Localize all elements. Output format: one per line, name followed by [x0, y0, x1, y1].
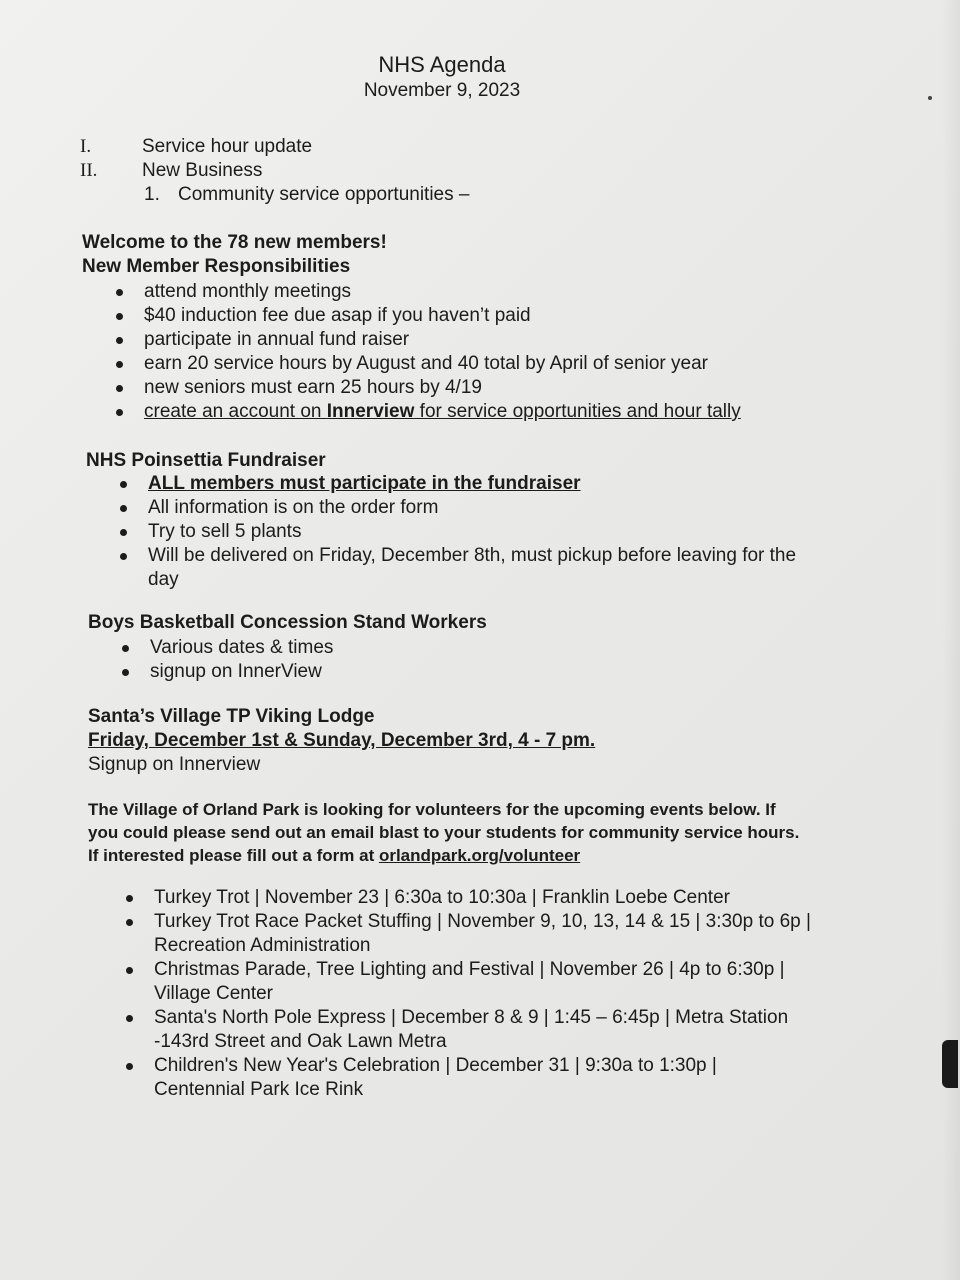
list-item: new seniors must earn 25 hours by 4/19 [112, 376, 741, 400]
bullet-icon [120, 553, 127, 560]
bullet-icon [126, 1063, 133, 1070]
new-member-heading: New Member Responsibilities [82, 256, 351, 277]
list-item: $40 induction fee due asap if you haven’t paid [112, 304, 741, 328]
paper-speck [928, 96, 932, 100]
santa-signup: Signup on Innerview [88, 754, 261, 775]
list-item: signup on InnerView [118, 660, 333, 684]
events-list [122, 886, 812, 1102]
santa-heading: Santa’s Village TP Viking Lodge [88, 706, 375, 727]
page-edge-shadow [942, 0, 960, 1280]
list-item: attend monthly meetings [112, 280, 741, 304]
list-item: earn 20 service hours by August and 40 total by April of senior year [112, 352, 741, 376]
outline-item-1: Service hour update [142, 136, 313, 157]
welcome-line: Welcome to the 78 new members! [82, 232, 387, 253]
bullet-icon [120, 505, 127, 512]
bullet-icon [126, 895, 133, 902]
basketball-list [118, 636, 333, 684]
bullet-icon [116, 385, 123, 392]
bullet-icon [116, 289, 123, 296]
list-item: Will be delivered on Friday, December 8th, must pickup before leaving for the day [116, 544, 816, 592]
list-item: ALL members must participate in the fundraiser [116, 472, 816, 496]
outline-item-2: New Business [142, 160, 263, 181]
responsibilities-list [112, 280, 741, 424]
bullet-icon [126, 919, 133, 926]
bullet-icon [116, 337, 123, 344]
outline-numeral-1: I. [80, 136, 92, 157]
santa-dates: Friday, December 1st & Sunday, December 3rd, 4 - 7 pm. [88, 730, 596, 751]
basketball-heading: Boys Basketball Concession Stand Workers [88, 612, 487, 633]
page-date: November 9, 2023 [363, 80, 521, 101]
bullet-icon [126, 967, 133, 974]
sub-item-number: 1. [144, 184, 160, 205]
list-item: Various dates & times [118, 636, 333, 660]
bullet-icon [116, 361, 123, 368]
poinsettia-list [116, 472, 816, 592]
bullet-icon [120, 529, 127, 536]
volunteer-link[interactable]: orlandpark.org/volunteer [378, 846, 581, 865]
list-item: All information is on the order form [116, 496, 816, 520]
bullet-icon [116, 313, 123, 320]
bullet-icon [122, 669, 129, 676]
binder-clip-shadow [942, 1040, 958, 1088]
outline-numeral-2: II. [80, 160, 98, 181]
bullet-icon [122, 645, 129, 652]
list-item: Children's New Year's Celebration | December 31 | 9:30a to 1:30p | Centennial Park Ice Rink [122, 1054, 812, 1102]
list-item: Santa's North Pole Express | December 8 & 9 | 1:45 – 6:45p | Metra Station -143rd Street and Oak Lawn Metra [122, 1006, 812, 1054]
bullet-icon [116, 409, 123, 416]
bullet-icon [126, 1015, 133, 1022]
orland-paragraph: The Village of Orland Park is looking for volunteers for the upcoming events below. If you could please send out an email blast to your students for community service hours. If interested please fill out a form at orlandpark.org/volunteer [88, 800, 800, 865]
list-item: participate in annual fund raiser [112, 328, 741, 352]
list-item: Try to sell 5 plants [116, 520, 816, 544]
list-item: Turkey Trot | November 23 | 6:30a to 10:30a | Franklin Loebe Center [122, 886, 812, 910]
list-item: Christmas Parade, Tree Lighting and Festival | November 26 | 4p to 6:30p | Village Center [122, 958, 812, 1006]
list-item: create an account on Innerview for service opportunities and hour tally [112, 400, 741, 424]
list-item: Turkey Trot Race Packet Stuffing | November 9, 10, 13, 14 & 15 | 3:30p to 6p | Recreation Administration [122, 910, 812, 958]
bullet-icon [120, 481, 127, 488]
page-title: NHS Agenda [378, 52, 506, 77]
sub-item-text: Community service opportunities – [178, 184, 470, 205]
poinsettia-heading: NHS Poinsettia Fundraiser [86, 450, 326, 471]
